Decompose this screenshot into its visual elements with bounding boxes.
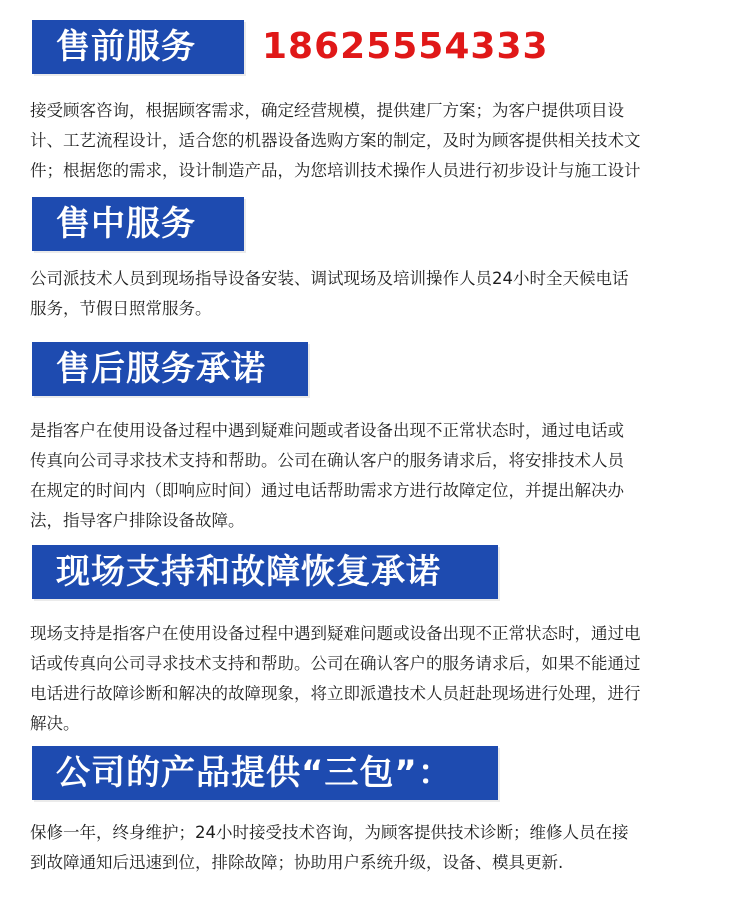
section-header (0, 197, 750, 251)
section-title: 公司的产品提供“三包”： (56, 753, 453, 793)
title-banner (32, 197, 244, 251)
section-three-guarantees (0, 746, 750, 872)
section-pre-sale (0, 20, 750, 180)
section-header (0, 545, 750, 599)
body-line: 电话进行故障诊断和解决的故障现象，将立即派遣技术人员赶赴现场进行处理，进行 (30, 684, 641, 703)
body-line: 接受顾客咨询，根据顾客需求，确定经营规模，提供建厂方案；为客户提供项目设 (30, 101, 624, 120)
body-line: 到故障通知后迅速到位，排除故障；协助用户系统升级，设备、模具更新. (30, 853, 564, 872)
body-line: 保修一年，终身维护；24小时接受技术咨询，为顾客提供技术诊断；维修人员在接 (30, 823, 629, 842)
section-body (30, 619, 724, 739)
section-title: 售后服务承诺 (56, 349, 266, 389)
section-onsite-support (0, 545, 750, 733)
body-line: 计、工艺流程设计，适合您的机器设备选购方案的制定，及时为顾客提供相关技术文 (30, 131, 641, 150)
title-banner (32, 746, 498, 800)
body-line: 是指客户在使用设备过程中遇到疑难问题或者设备出现不正常状态时，通过电话或 (30, 421, 624, 440)
section-body (30, 96, 724, 186)
phone-number: 18625554333 (262, 26, 549, 67)
section-body (30, 416, 724, 536)
title-banner (32, 342, 308, 396)
body-line: 服务，节假日照常服务。 (30, 299, 212, 318)
body-line: 解决。 (30, 714, 80, 733)
body-line: 话或传真向公司寻求技术支持和帮助。公司在确认客户的服务请求后，如果不能通过 (30, 654, 641, 673)
section-title: 售前服务 (56, 27, 196, 67)
section-header (0, 20, 750, 74)
body-line: 件；根据您的需求，设计制造产品，为您培训技术操作人员进行初步设计与施工设计 (30, 161, 641, 180)
section-header (0, 342, 750, 396)
section-header (0, 746, 750, 800)
section-body (30, 264, 724, 324)
body-line: 传真向公司寻求技术支持和帮助。公司在确认客户的服务请求后，将安排技术人员 (30, 451, 624, 470)
body-line: 在规定的时间内（即响应时间）通过电话帮助需求方进行故障定位，并提出解决办 (30, 481, 624, 500)
title-banner (32, 545, 498, 599)
title-banner (32, 20, 244, 74)
section-body (30, 818, 724, 878)
body-line: 法，指导客户排除设备故障。 (30, 511, 245, 530)
body-line: 公司派技术人员到现场指导设备安装、调试现场及培训操作人员24小时全天候电话 (30, 269, 629, 288)
section-title: 现场支持和故障恢复承诺 (56, 552, 441, 592)
section-title: 售中服务 (56, 204, 196, 244)
section-after-sale (0, 342, 750, 530)
body-line: 现场支持是指客户在使用设备过程中遇到疑难问题或设备出现不正常状态时，通过电 (30, 624, 641, 643)
section-in-sale (0, 197, 750, 318)
